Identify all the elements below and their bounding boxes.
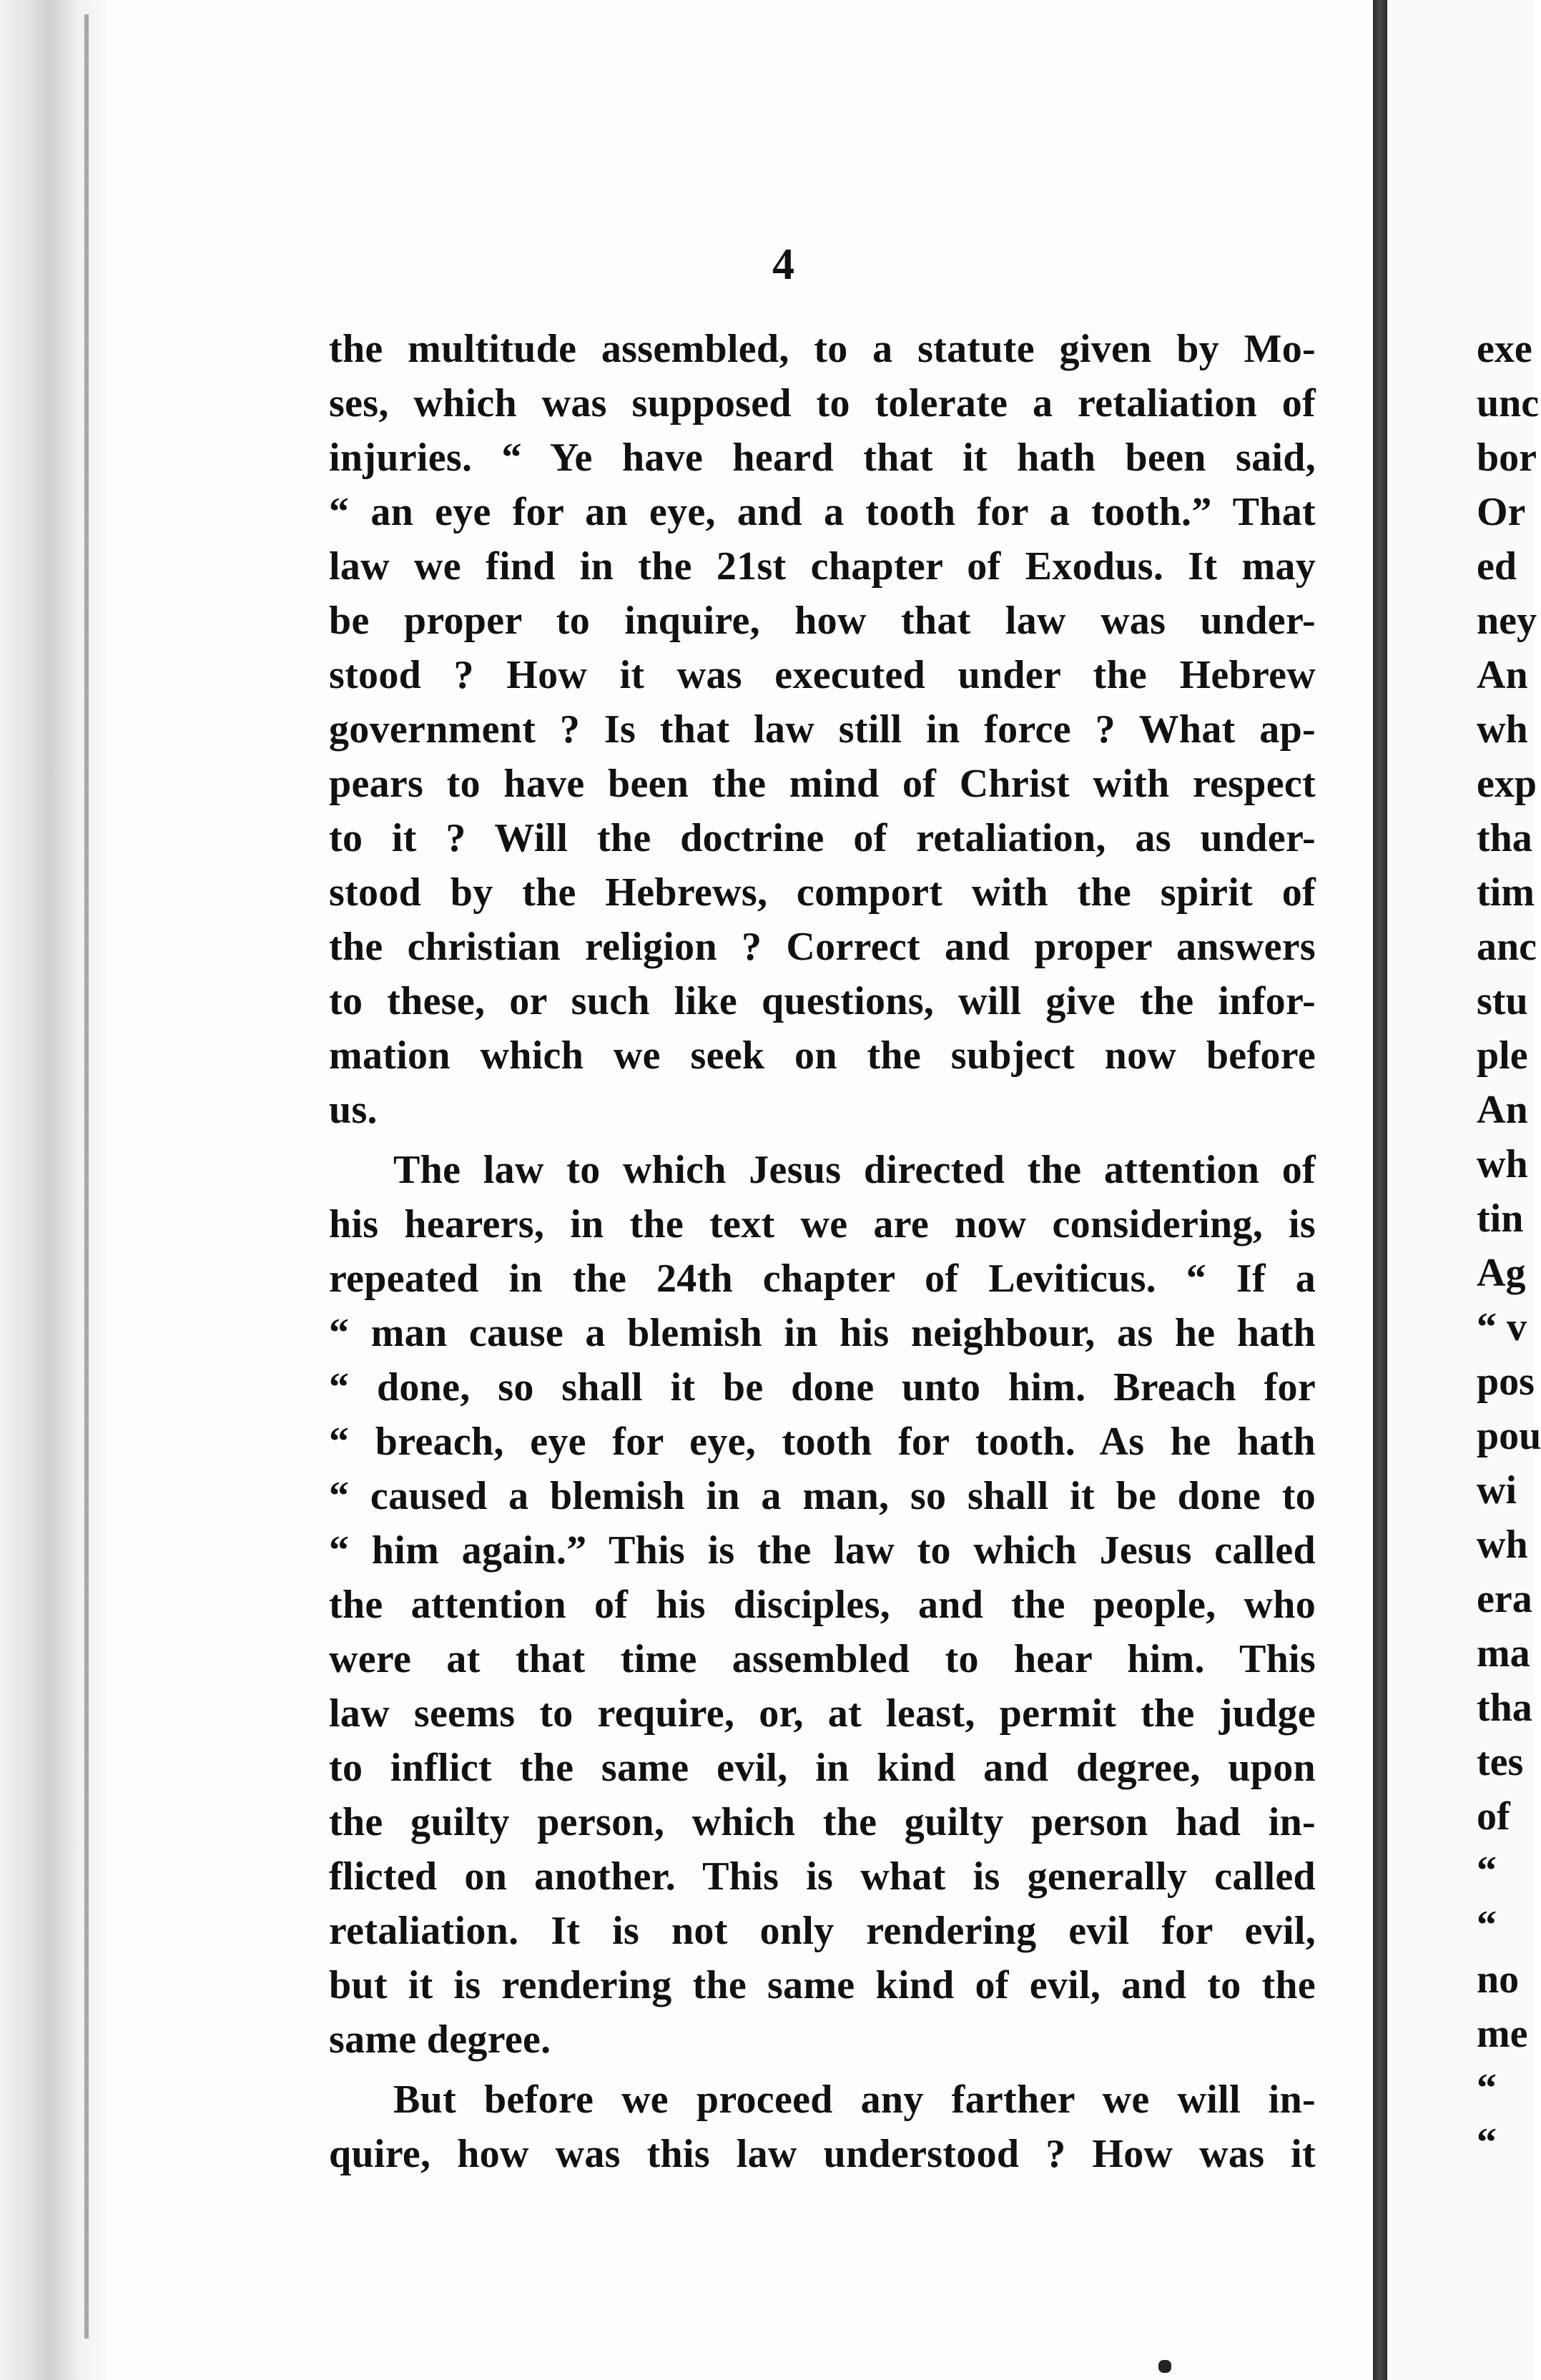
facing-page-fragment: anc [1477, 925, 1537, 969]
facing-page-fragment: “ [1477, 1849, 1497, 1893]
text-line: the attention of his disciples, and the people, who [329, 1583, 1316, 1627]
facing-page-fragment: tin [1477, 1196, 1524, 1241]
facing-page-fragment: “ [1477, 2066, 1497, 2110]
text-line: “ an eye for an eye, and a tooth for a tooth.” That [329, 490, 1316, 534]
facing-page-fragment: no [1477, 1957, 1520, 2002]
facing-page-fragment: tim [1477, 870, 1535, 915]
facing-page-fragment: me [1477, 2012, 1528, 2056]
facing-page-fragment: An [1477, 653, 1528, 697]
facing-page-fragment: “ [1477, 1903, 1497, 1947]
paragraph-1 [329, 322, 1316, 1137]
text-line italic-retaliation: retaliation. It is not only rendering evil for evil, [329, 1909, 1316, 1953]
text-line: be proper to inquire, how that law was under- [329, 599, 1316, 643]
facing-page-fragment: wh [1477, 1142, 1528, 1186]
facing-page-fragment: stu [1477, 979, 1528, 1023]
facing-page-fragment: exp [1477, 762, 1537, 806]
facing-page-fragment: unc [1477, 381, 1540, 426]
facing-page-fragment: exe [1477, 327, 1532, 371]
facing-page-fragment: ney [1477, 599, 1537, 643]
facing-page-fragment: tes [1477, 1740, 1524, 1784]
text-line: repeated in the 24th chapter of Leviticus. “ If a [329, 1257, 1316, 1301]
text-line: stood by the Hebrews, comport with the spirit of [329, 870, 1316, 915]
facing-page-fragment: wh [1477, 707, 1528, 752]
facing-page-fragment: “ v [1477, 1305, 1527, 1349]
text-line: But before we proceed any farther we will in- [393, 2077, 1316, 2122]
text-line: the guilty person, which the guilty person had in- [329, 1800, 1316, 1844]
facing-page-fragment: wh [1477, 1523, 1528, 1567]
page-edge-shadow [0, 0, 107, 2380]
text-line: were at that time assembled to hear him. This [329, 1637, 1316, 1681]
text-line: “ him again.” This is the law to which Jesus called [329, 1528, 1316, 1573]
facing-page-fragment: tha [1477, 1686, 1532, 1730]
paragraph-2 [329, 1143, 1316, 2067]
text-line: The law to which Jesus directed the attention of [393, 1148, 1316, 1192]
facing-page-fragment: “ [1477, 2120, 1497, 2165]
facing-page-fragment: Or [1477, 490, 1526, 534]
facing-page-fragment: era [1477, 1577, 1532, 1621]
text-line: “ man cause a blemish in his neighbour, as he hath [329, 1311, 1316, 1355]
facing-page-fragment: wi [1477, 1468, 1517, 1513]
body-text [329, 322, 1316, 2181]
facing-page-fragment: ple [1477, 1033, 1528, 1078]
text-line: the christian religion ? Correct and proper answers [329, 925, 1316, 969]
ink-speck [1158, 2360, 1171, 2373]
text-line: law we find in the 21st chapter of Exodus. It may [329, 544, 1316, 589]
text-line: flicted on another. This is what is generally called [329, 1854, 1316, 1899]
text-line: “ breach, eye for eye, tooth for tooth. As he hath [329, 1420, 1316, 1464]
text-line: “ caused a blemish in a man, so shall it be done to [329, 1474, 1316, 1518]
facing-page-fragment: An [1477, 1088, 1528, 1132]
text-line: to inflict the same evil, in kind and degree, upon [329, 1746, 1316, 1790]
text-line: to these, or such like questions, will give the infor- [329, 979, 1316, 1023]
paragraph-3 [329, 2072, 1316, 2181]
facing-page-fragment: Ag [1477, 1251, 1526, 1295]
text-line: quire, how was this law understood ? How was it [329, 2132, 1316, 2176]
text-line: law seems to require, or, at least, permit the judge [329, 1691, 1316, 1736]
facing-page-fragment: of [1477, 1794, 1510, 1839]
binding-rule [84, 14, 89, 2339]
text-line: “ done, so shall it be done unto him. Breach for [329, 1365, 1316, 1410]
text-line: mation which we seek on the subject now before [329, 1033, 1316, 1078]
facing-page-fragments [1477, 322, 1541, 2170]
text-line: stood ? How it was executed under the Hebrew [329, 653, 1316, 697]
facing-page-fragment: tha [1477, 816, 1532, 860]
facing-page-fragment: pos [1477, 1359, 1535, 1404]
facing-page-fragment: ma [1477, 1631, 1530, 1676]
text-line: to it ? Will the doctrine of retaliation, as under- [329, 816, 1316, 860]
page-number: 4 [772, 240, 794, 289]
text-line: pears to have been the mind of Christ with respect [329, 762, 1316, 806]
text-line: injuries. “ Ye have heard that it hath been said, [329, 436, 1316, 480]
text-line: government ? Is that law still in force ? What ap- [329, 707, 1316, 752]
text-line: but it is rendering the same kind of evil, and to the [329, 1963, 1316, 2007]
facing-page-fragment: ed [1477, 544, 1517, 589]
book-gutter [1373, 0, 1387, 2380]
text-line: us. [329, 1088, 378, 1132]
facing-page-fragment: pou [1477, 1414, 1541, 1458]
text-line: ses, which was supposed to tolerate a retaliation of [329, 381, 1316, 426]
text-line: the multitude assembled, to a statute given by Mo- [329, 327, 1316, 371]
facing-page-fragment: bor [1477, 436, 1537, 480]
text-line: same degree. [329, 2017, 551, 2062]
text-line: his hearers, in the text we are now considering, is [329, 1202, 1316, 1246]
